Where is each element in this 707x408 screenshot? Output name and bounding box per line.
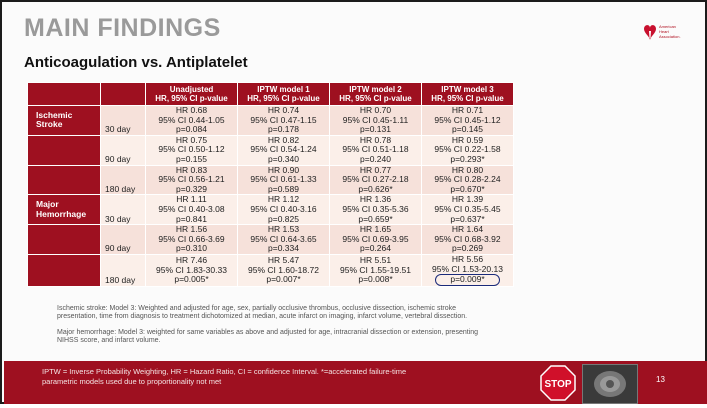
note-ischemic-stroke: Ischemic stroke: Model 3: Weighted and adjusted for age, sex, partially occlusive thrombus, occlusive dissection, ischemic stroke presentation, time from diagnosis to treatment dichotomized at median, acute infarct on imaging, infarct volume, vertebral dissection. bbox=[57, 305, 468, 321]
slide-subtitle: Anticoagulation vs. Antiplatelet bbox=[24, 54, 248, 71]
table-cell: HR 0.75 95% CI 0.50-1.12 p=0.155 bbox=[146, 135, 238, 165]
note-major-hemorrhage: Major hemorrhage: Model 3: weighted for same variables as above and adjusted for age, intracranial dissection or extension, presenting NIHSS score, and infarct volume. bbox=[57, 328, 479, 345]
period-label: 180 day bbox=[101, 165, 146, 195]
table-cell: HR 0.71 95% CI 0.45-1.12 p=0.145 bbox=[422, 106, 514, 136]
logo-text: American Heart Association. bbox=[659, 24, 681, 39]
stop-sign-text: STOP bbox=[544, 379, 572, 390]
table-row bbox=[28, 106, 514, 136]
table-cell: HR 5.51 95% CI 1.55-19.51 p=0.008* bbox=[330, 254, 422, 286]
table-cell: HR 0.74 95% CI 0.47-1.15 p=0.178 bbox=[238, 106, 330, 136]
group-label-empty bbox=[28, 165, 101, 195]
table-cell: HR 0.80 95% CI 0.28-2.24 p=0.670* bbox=[422, 165, 514, 195]
table-cell: HR 7.46 95% CI 1.83-30.33 p=0.005* bbox=[146, 254, 238, 286]
period-label: 30 day bbox=[101, 195, 146, 225]
slide-title: MAIN FINDINGS bbox=[24, 14, 221, 42]
table-header-row bbox=[28, 83, 514, 106]
period-label: 30 day bbox=[101, 106, 146, 136]
period-label: 90 day bbox=[101, 225, 146, 255]
table-cell: HR 0.82 95% CI 0.54-1.24 p=0.340 bbox=[238, 135, 330, 165]
header-blank-period bbox=[101, 83, 146, 106]
highlighted-p-value: p=0.009* bbox=[435, 274, 499, 286]
header-iptw-model-1: IPTW model 1 HR, 95% CI p-value bbox=[238, 83, 330, 106]
table-row bbox=[28, 225, 514, 255]
table-cell: HR 1.11 95% CI 0.40-3.08 p=0.841 bbox=[146, 195, 238, 225]
table-cell: HR 1.56 95% CI 0.66-3.69 p=0.310 bbox=[146, 225, 238, 255]
period-label: 180 day bbox=[101, 254, 146, 286]
table-cell: HR 0.83 95% CI 0.56-1.21 p=0.329 bbox=[146, 165, 238, 195]
table-cell: HR 0.70 95% CI 0.45-1.11 p=0.131 bbox=[330, 106, 422, 136]
footer-text: IPTW = Inverse Probability Weighting, HR = Hazard Ratio, CI = confidence Interval. *=accelerated failure-time parametric models used due to proportionality not met bbox=[42, 367, 407, 386]
group-label-empty bbox=[28, 254, 101, 286]
group-label-empty bbox=[28, 225, 101, 255]
table-cell: HR 1.65 95% CI 0.69-3.95 p=0.264 bbox=[330, 225, 422, 255]
group-label-empty bbox=[28, 135, 101, 165]
brain-scan-thumbnail bbox=[582, 364, 638, 404]
header-iptw-model-3: IPTW model 3 HR, 95% CI p-value bbox=[422, 83, 514, 106]
table-cell: HR 1.39 95% CI 0.35-5.45 p=0.637* bbox=[422, 195, 514, 225]
group-label-major-hemorrhage: Major Hemorrhage bbox=[28, 195, 101, 225]
table-cell: HR 1.36 95% CI 0.35-5.36 p=0.659* bbox=[330, 195, 422, 225]
page-number: 13 bbox=[656, 375, 665, 384]
table-cell: HR 5.56 95% CI 1.53-20.13 p=0.009* bbox=[422, 254, 514, 286]
table-cell: HR 1.53 95% CI 0.64-3.65 p=0.334 bbox=[238, 225, 330, 255]
brain-scan-image bbox=[583, 365, 637, 403]
table-cell: HR 0.78 95% CI 0.51-1.18 p=0.240 bbox=[330, 135, 422, 165]
stop-sign-icon bbox=[540, 365, 576, 401]
period-label: 90 day bbox=[101, 135, 146, 165]
group-label-ischemic-stroke: Ischemic Stroke bbox=[28, 106, 101, 136]
footer-bar bbox=[4, 361, 707, 404]
table-row bbox=[28, 165, 514, 195]
table-cell: HR 1.64 95% CI 0.68-3.92 p=0.269 bbox=[422, 225, 514, 255]
findings-table bbox=[27, 82, 514, 287]
table-cell: HR 0.68 95% CI 0.44-1.05 p=0.084 bbox=[146, 106, 238, 136]
table-cell: HR 0.90 95% CI 0.61-1.33 p=0.589 bbox=[238, 165, 330, 195]
table-row bbox=[28, 135, 514, 165]
table-cell: HR 0.77 95% CI 0.27-2.18 p=0.626* bbox=[330, 165, 422, 195]
table-row bbox=[28, 254, 514, 286]
header-blank bbox=[28, 83, 101, 106]
table-row bbox=[28, 195, 514, 225]
table-cell: HR 0.59 95% CI 0.22-1.58 p=0.293* bbox=[422, 135, 514, 165]
table-cell: HR 1.12 95% CI 0.40-3.16 p=0.825 bbox=[238, 195, 330, 225]
footnotes bbox=[57, 305, 497, 353]
header-unadjusted: Unadjusted HR, 95% CI p-value bbox=[146, 83, 238, 106]
table-cell: HR 5.47 95% CI 1.60-18.72 p=0.007* bbox=[238, 254, 330, 286]
header-iptw-model-2: IPTW model 2 HR, 95% CI p-value bbox=[330, 83, 422, 106]
